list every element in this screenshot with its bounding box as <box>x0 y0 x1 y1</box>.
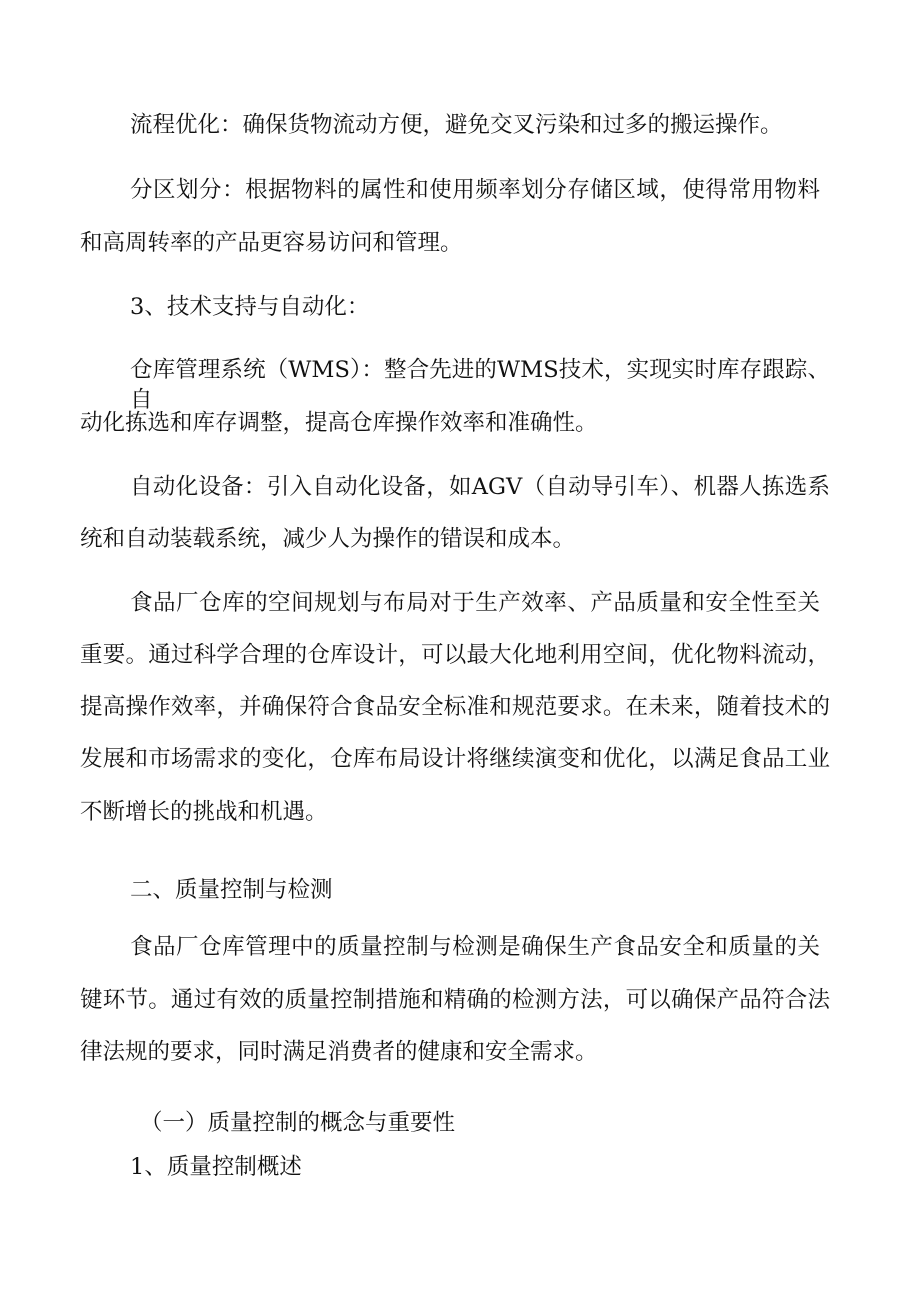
paragraph-zoning-line2: 和高周转率的产品更容易访问和管理。 <box>80 230 463 256</box>
paragraph-summary-line1: 食品厂仓库的空间规划与布局对于生产效率、产品质量和安全性至关 <box>130 590 820 616</box>
item-heading-overview: 1、质量控制概述 <box>130 1154 302 1180</box>
paragraph-quality-line2: 键环节。通过有效的质量控制措施和精确的检测方法，可以确保产品符合法 <box>80 987 830 1013</box>
paragraph-summary-line5: 不断增长的挑战和机遇。 <box>80 799 328 825</box>
paragraph-wms-line1: 仓库管理系统（WMS）：整合先进的WMS技术，实现实时库存跟踪、自 <box>130 357 830 413</box>
heading-tech-support: 3、技术支持与自动化： <box>130 294 370 320</box>
paragraph-wms-line2: 动化拣选和库存调整，提高仓库操作效率和准确性。 <box>80 410 598 436</box>
section-heading-quality-control: 二、质量控制与检测 <box>130 877 333 903</box>
paragraph-automation-line2: 统和自动装载系统，减少人为操作的错误和成本。 <box>80 526 576 552</box>
paragraph-summary-line4: 发展和市场需求的变化，仓库布局设计将继续演变和优化，以满足食品工业 <box>80 746 830 772</box>
paragraph-summary-line3: 提高操作效率，并确保符合食品安全标准和规范要求。在未来，随着技术的 <box>80 694 830 720</box>
paragraph-quality-line1: 食品厂仓库管理中的质量控制与检测是确保生产食品安全和质量的关 <box>130 934 820 960</box>
subsection-heading-concept: （一）质量控制的概念与重要性 <box>140 1110 456 1136</box>
paragraph-summary-line2: 重要。通过科学合理的仓库设计，可以最大化地利用空间，优化物料流动， <box>80 642 830 668</box>
paragraph-automation-line1: 自动化设备：引入自动化设备，如AGV（自动导引车）、机器人拣选系 <box>130 474 830 500</box>
paragraph-zoning-line1: 分区划分：根据物料的属性和使用频率划分存储区域，使得常用物料 <box>130 177 820 203</box>
paragraph-quality-line3: 律法规的要求，同时满足消费者的健康和安全需求。 <box>80 1039 598 1065</box>
paragraph-process-optimization: 流程优化：确保货物流动方便，避免交叉污染和过多的搬运操作。 <box>130 112 783 138</box>
